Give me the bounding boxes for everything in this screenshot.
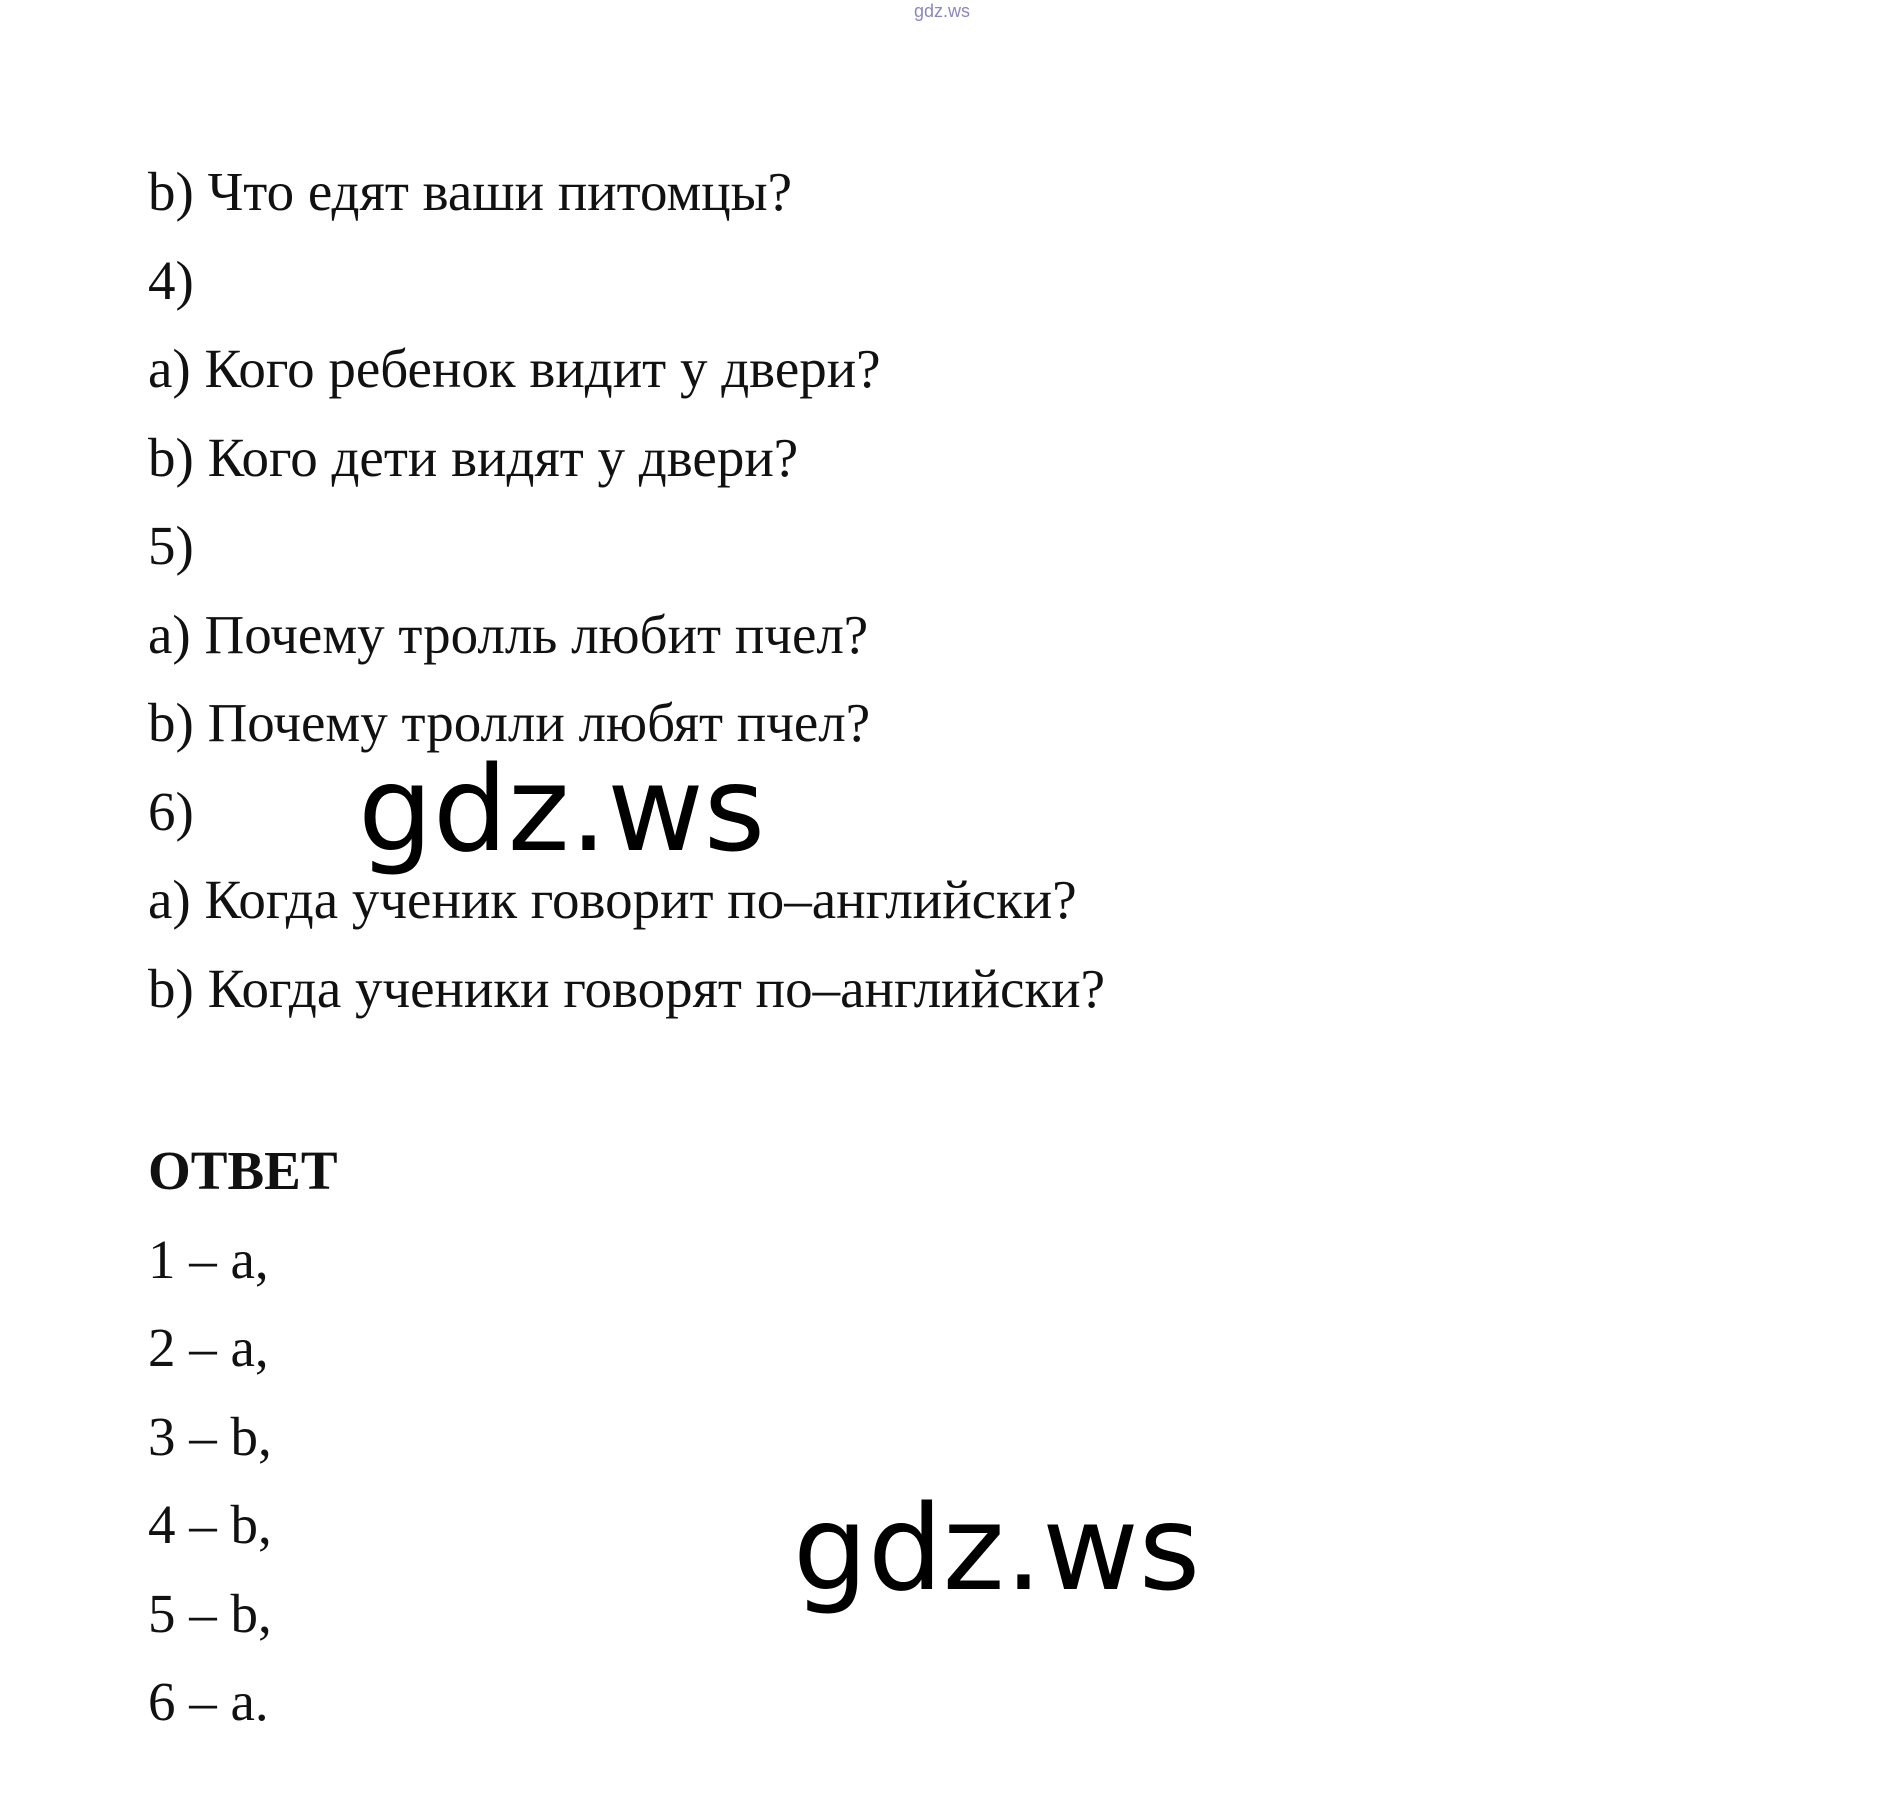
answer-item: 4 – b, bbox=[148, 1494, 272, 1555]
question-number: 5) bbox=[148, 515, 194, 576]
watermark-logo: gdz.ws bbox=[793, 1479, 1201, 1617]
question-line: a) Когда ученик говорит по–английски? bbox=[148, 869, 1077, 930]
question-line: b) Почему тролли любят пчел? bbox=[148, 692, 871, 753]
answer-item: 6 – a. bbox=[148, 1671, 269, 1732]
question-line: a) Кого ребенок видит у двери? bbox=[148, 338, 881, 399]
answer-heading: ОТВЕТ bbox=[148, 1140, 338, 1201]
header-watermark: gdz.ws bbox=[913, 1, 971, 21]
question-line: b) Что едят ваши питомцы? bbox=[148, 161, 793, 222]
question-line: b) Когда ученики говорят по–английски? bbox=[148, 957, 1106, 1019]
answer-item: 5 – b, bbox=[148, 1582, 272, 1644]
answer-item: 2 – a, bbox=[148, 1317, 269, 1378]
answer-item: 3 – b, bbox=[148, 1405, 272, 1467]
question-line: a) Почему тролль любит пчел? bbox=[148, 603, 869, 665]
question-line: b) Кого дети видят у двери? bbox=[148, 426, 799, 488]
watermark-logo: gdz.ws bbox=[358, 740, 766, 878]
answer-item: 1 – a, bbox=[148, 1228, 269, 1290]
question-number: 6) bbox=[148, 780, 194, 842]
question-number: 4) bbox=[148, 249, 194, 311]
section-gap bbox=[148, 1033, 1105, 1127]
